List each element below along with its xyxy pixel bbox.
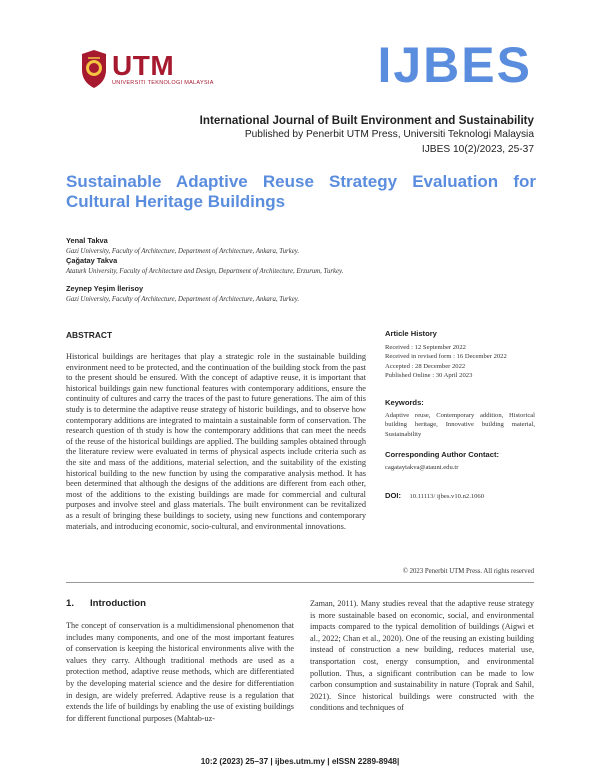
author-affiliation: Gazi University, Faculty of Architecture, Department of Architecture, Ankara, Turkey.: [66, 248, 300, 255]
published-date: Published Online : 30 April 2023: [385, 371, 473, 379]
section-number: 1.: [66, 598, 75, 609]
utm-seal-icon: [78, 48, 110, 90]
contact-email[interactable]: cagataytakva@atauni.edu.tr: [385, 464, 459, 471]
author-block: [66, 256, 343, 275]
author-affiliation: Ataturk University, Faculty of Architecture and Design, Department of Architecture, Erzurum, Turkey.: [66, 268, 344, 275]
doi-label: DOI:: [385, 491, 402, 500]
author-name: Zeynep Yeşim İlerisoy: [66, 284, 144, 293]
author-block: [66, 236, 299, 255]
doi-value[interactable]: 10.11113/ ijbes.v10.n2.1060: [409, 493, 485, 500]
intro-right-column: Zaman, 2011). Many studies reveal that the adaptive reuse strategy is more sustainable based on economic, social, and environmental impacts compared to the typical demolition of buildings (Aigwi et al., 2022; Chan et al., 2020). One of the reusing an existing building instead of construction a new building, reduces material use, transportation cost, energy consumption, and environmental pollution. Thus, a significant contribution can be made to low carbon consumption and sustainability in nature (Toprak and Sahil, 2021). Since historical buildings were constructed with the conditions and techniques of: [310, 599, 534, 713]
section-heading: [66, 598, 146, 609]
utm-logo: [78, 48, 214, 90]
section-title: Introduction: [90, 598, 146, 609]
utm-logo-text: UTM: [112, 50, 175, 81]
journal-name: International Journal of Built Environment and Sustainability: [199, 114, 534, 127]
received-date: Received : 12 September 2022: [385, 344, 466, 351]
section-divider: [66, 582, 534, 583]
keywords: [385, 398, 535, 439]
abstract-text: Historical buildings are heritages that play a strategic role in the sustainable building environment need to be protected, and the continuation of the building stock from the past to the present should be ensured. With the concept of adaptive reuse, it is important that historical buildings gain new functional features with contemporary additions, ensure the continuity of cultures and carry the traces of the past to future generations. The aim of this study is to determine the adaptive reuse strategy of historic buildings, and to observe how contemporary additions are integrated to maintain a sustainable form of conservation. The research question of th study is how the contemporary additions that can meet the needs of the reuse of the historical buildings are applied. The building samples obtained through the literature review were evaluated in terms of physical aspects include criteria such as the site and mass of the additions, material selection, and the suitability of the existing historical building to the new function by using the comparative analysis method. It has been determined that although the designs of the additions are different from each other, most of the additions to the existing buildings are made for commercial and cultural purposes and involve steel and glass materials. The built environment can be revitalized as a result of bringing these buildings to society, using new functions and contemporary materials, and introducing economic, socio-cultural, and environmental innovations.: [66, 352, 366, 531]
accepted-date: Accepted : 28 December 2022: [385, 362, 466, 370]
abstract-heading: ABSTRACT: [66, 330, 113, 340]
author-block: [66, 284, 299, 303]
author-name: Yenal Takva: [66, 236, 108, 245]
journal-issue: IJBES 10(2)/2023, 25-37: [421, 144, 534, 155]
intro-left-column: The concept of conservation is a multidimensional phenomenon that includes many components, and one of the most important features of conservation is keeping the historical environments alive with the values they carry. Although traditional methods are used as a protection method, adaptive reuse methods, which are differentiated by the developing material science and the desire for differentiation in design, are widely preferred. Adaptive reuse is a regulation that extends the life of buildings by enabling the use of existing buildings for different functional purposes (Mahtab-uz-: [66, 621, 294, 723]
article-history-heading: Article History: [385, 329, 437, 338]
keywords-text: Adaptive reuse, Contemporary addition, Historical building heritage, Innovative building material, Sustainability: [385, 412, 535, 438]
article-history: [385, 329, 535, 380]
utm-logo-subtext: UNIVERSITI TEKNOLOGI MALAYSIA: [112, 80, 214, 86]
article-title: Sustainable Adaptive Reuse Strategy Evaluation for Cultural Heritage Buildings: [66, 172, 536, 211]
contact-heading: Corresponding Author Contact:: [385, 450, 500, 459]
keywords-heading: Keywords:: [385, 398, 424, 407]
copyright: © 2023 Penerbit UTM Press. All rights reserved: [402, 568, 534, 575]
page-footer: 10:2 (2023) 25–37 | ijbes.utm.my | eISSN 2289-8948|: [200, 757, 400, 766]
journal-brand: IJBES: [377, 37, 532, 93]
doi-line: [385, 485, 535, 503]
corresponding-contact: [385, 450, 535, 472]
author-affiliation: Gazi University, Faculty of Architecture, Department of Architecture, Ankara, Turkey.: [66, 296, 300, 303]
journal-publisher: Published by Penerbit UTM Press, Universiti Teknologi Malaysia: [244, 129, 534, 140]
author-name: Çağatay Takva: [66, 256, 118, 265]
revised-date: Received in revised form : 16 December 2022: [385, 353, 507, 361]
